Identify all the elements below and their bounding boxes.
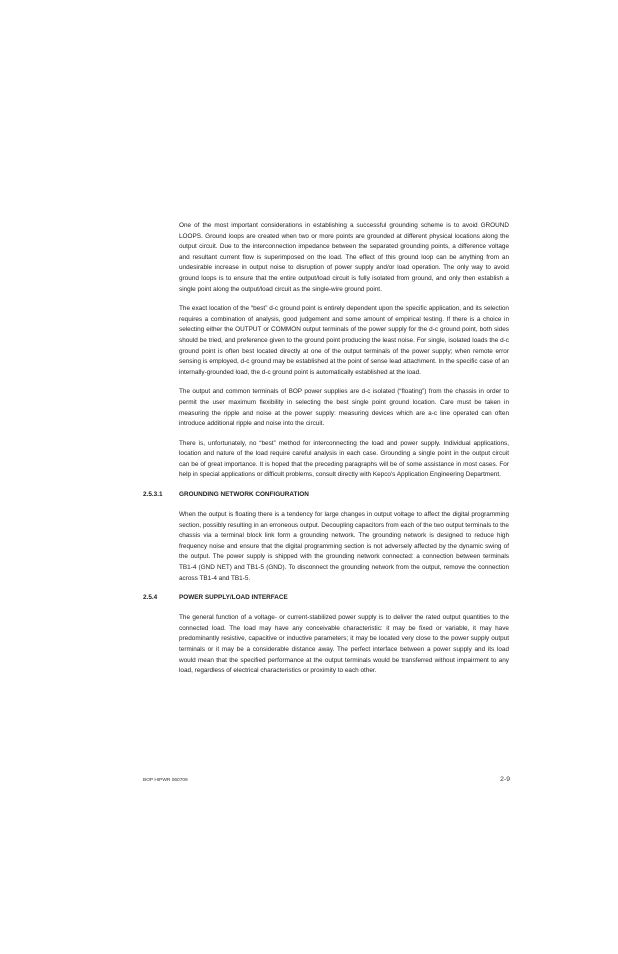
paragraph-interconnect-method: There is, unfortunately, no “best” method for interconnecting the load and power supply. Individual applications, location and nature of the load require careful analysis in each case. Grounding a single point in the output circuit can be of great importance. It is hoped that the preceding paragraphs will be of some assistance in most cases. For help in special applications or difficult problems, consult directly with Kepco's Application Engineering Department. (179, 439, 509, 479)
paragraph-ground-loops: One of the most important considerations in establishing a successful grounding scheme is to avoid GROUND LOOPS. Ground loops are created when two or more points are grounded at different physical locations along the output circuit. Due to the interconnection impedance between the separated grounding points, a difference voltage and resultant current flow is superimposed on the load. The effect of this ground loop can be anything from an undesirable increase in output noise to disruption of power supply and/or load operation. The only way to avoid ground loops is to ensure that the entire output/load circuit is fully isolated from ground, and only then establish a single point along the output/load circuit as the single-wire ground point. (179, 222, 509, 293)
section-title: POWER SUPPLY/LOAD INTERFACE (179, 594, 288, 602)
paragraph-load-interface: The general function of a voltage- or current-stabilized power supply is to deliver the rated output quantities to the connected load. The load may have any conceivable characteristic: it may be fixed or variable, it may have predominantly resistive, capacitive or inductive parameters; it may be located very close to the power supply output terminals or it may be a considerable distance away. The perfect interface between a power supply and its load would mean that the specified performance at the output terminals would be transferred without impairment to any load, regardless of electrical characteristics or proximity to each other. (179, 614, 509, 675)
page-body (143, 221, 509, 686)
section-number: 2.5.3.1 (143, 491, 163, 499)
paragraph-dc-ground-point: The exact location of the “best” d-c ground point is entirely dependent upon the specific application, and its selection requires a combination of analysis, good judgement and some amount of empirical testing. If there is a choice in selecting either the OUTPUT or COMMON output terminals of the power supply for the d-c ground point, both sides should be tried, and preference given to the ground point producing the least noise. For single, isolated loads the d-c ground point is often best located directly at one of the output terminals of the power supply; when remote error sensing is employed, d-c ground may be established at the point of sense lead attachment. In the specific case of an internally-grounded load, the d-c ground point is automatically established at the load. (179, 305, 509, 376)
paragraph-floating-terminals: The output and common terminals of BOP power supplies are d-c isolated (“floating”) from the chassis in order to permit the user maximum flexibility in selecting the best single point ground location. Care must be taken in measuring the ripple and noise at the power supply: measuring devices which are a-c line operated can often introduce additional ripple and noise into the circuit. (179, 388, 509, 428)
footer-page-number: 2-9 (500, 776, 510, 783)
section-number: 2.5.4 (143, 594, 158, 602)
footer-document-id: BOP HIPWR 060709 (143, 778, 188, 783)
paragraph-grounding-network: When the output is floating there is a tendency for large changes in output voltage to affect the digital programming section, possibly resulting in an erroneous output. Decoupling capacitors from each of the two output terminals to the chassis via a terminal block link form a grounding network. The grounding network is designed to reduce high frequency noise and ensure that the digital programming section is not adversely affected by the dynamic swing of the output. The power supply is shipped with the grounding network connected: a connection between terminals TB1-4 (GND NET) and TB1-5 (GND). To disconnect the grounding network from the output, remove the connection across TB1-4 and TB1-5. (179, 511, 509, 582)
section-title: GROUNDING NETWORK CONFIGURATION (179, 491, 309, 499)
section-heading-2531 (143, 490, 509, 500)
section-heading-254 (143, 593, 509, 603)
